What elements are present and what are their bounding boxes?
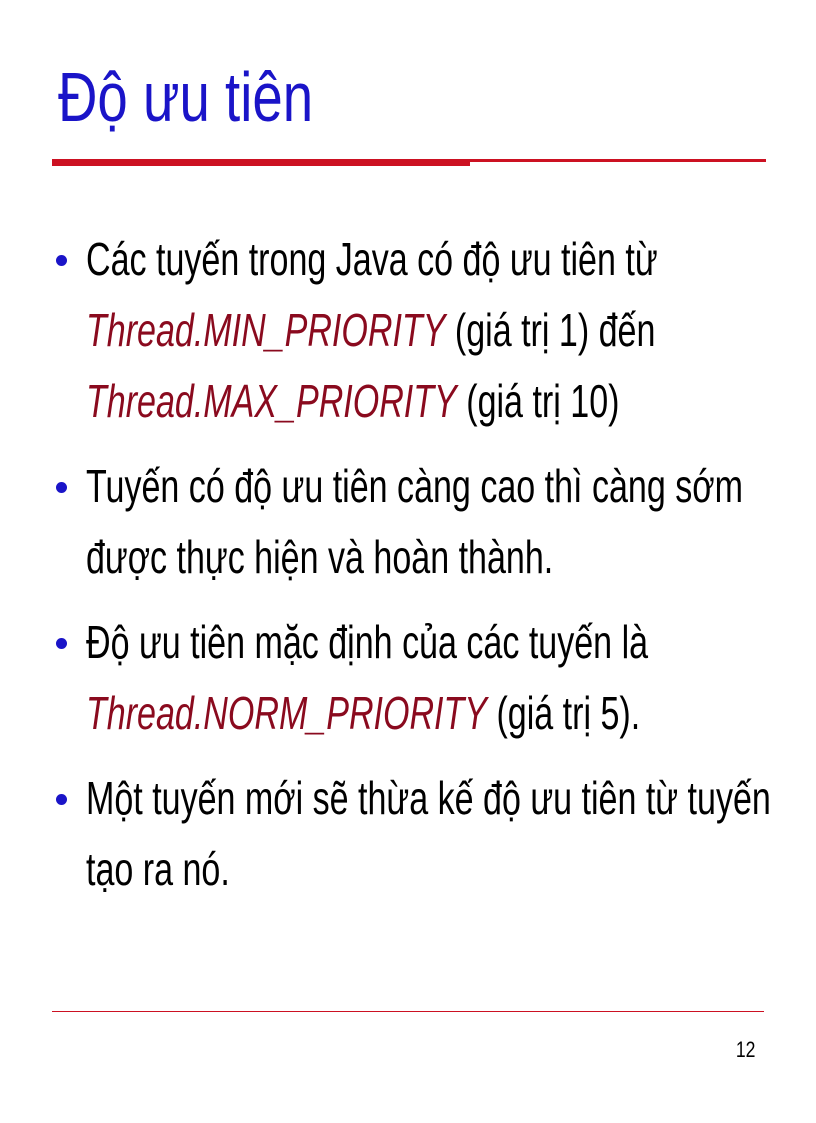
bullet-item — [52, 451, 812, 593]
bullet-text: Tuyến có độ ưu tiên càng cao thì càng sớm được thực hiện và hoàn thành. — [86, 460, 743, 583]
bullet-dot-icon — [56, 794, 67, 805]
bullet-text — [86, 607, 796, 749]
slide-title: Độ ưu tiên — [58, 58, 314, 136]
bullet-item — [52, 763, 812, 905]
code-term: Thread.MIN_PRIORITY — [86, 304, 446, 356]
code-term: Thread.NORM_PRIORITY — [86, 687, 488, 739]
bullet-text-segment: (giá trị 10) — [456, 375, 620, 427]
bullet-text: Một tuyến mới sẽ thừa kế độ ưu tiên từ tuyến tạo ra nó. — [86, 772, 771, 895]
page-number: 12 — [735, 1037, 755, 1062]
bullet-text-segment: Độ ưu tiên mặc định của các tuyến là — [86, 616, 649, 668]
bullet-item — [52, 607, 812, 749]
title-underline-thin — [470, 159, 766, 162]
code-term: Thread.MAX_PRIORITY — [86, 375, 457, 427]
bullet-dot-icon — [56, 638, 67, 649]
bullet-text-segment: (giá trị 1) đến — [445, 304, 656, 356]
bullet-dot-icon — [56, 255, 67, 266]
bullet-list — [52, 224, 812, 919]
bullet-item — [52, 224, 812, 437]
bullet-text — [86, 224, 796, 437]
bullet-text-segment: (giá trị 5). — [487, 687, 641, 739]
bullet-dot-icon — [56, 482, 67, 493]
bullet-text-segment: Các tuyến trong Java có độ ưu tiên từ — [86, 233, 658, 285]
footer-rule — [52, 1011, 764, 1012]
title-underline-thick — [52, 159, 470, 166]
